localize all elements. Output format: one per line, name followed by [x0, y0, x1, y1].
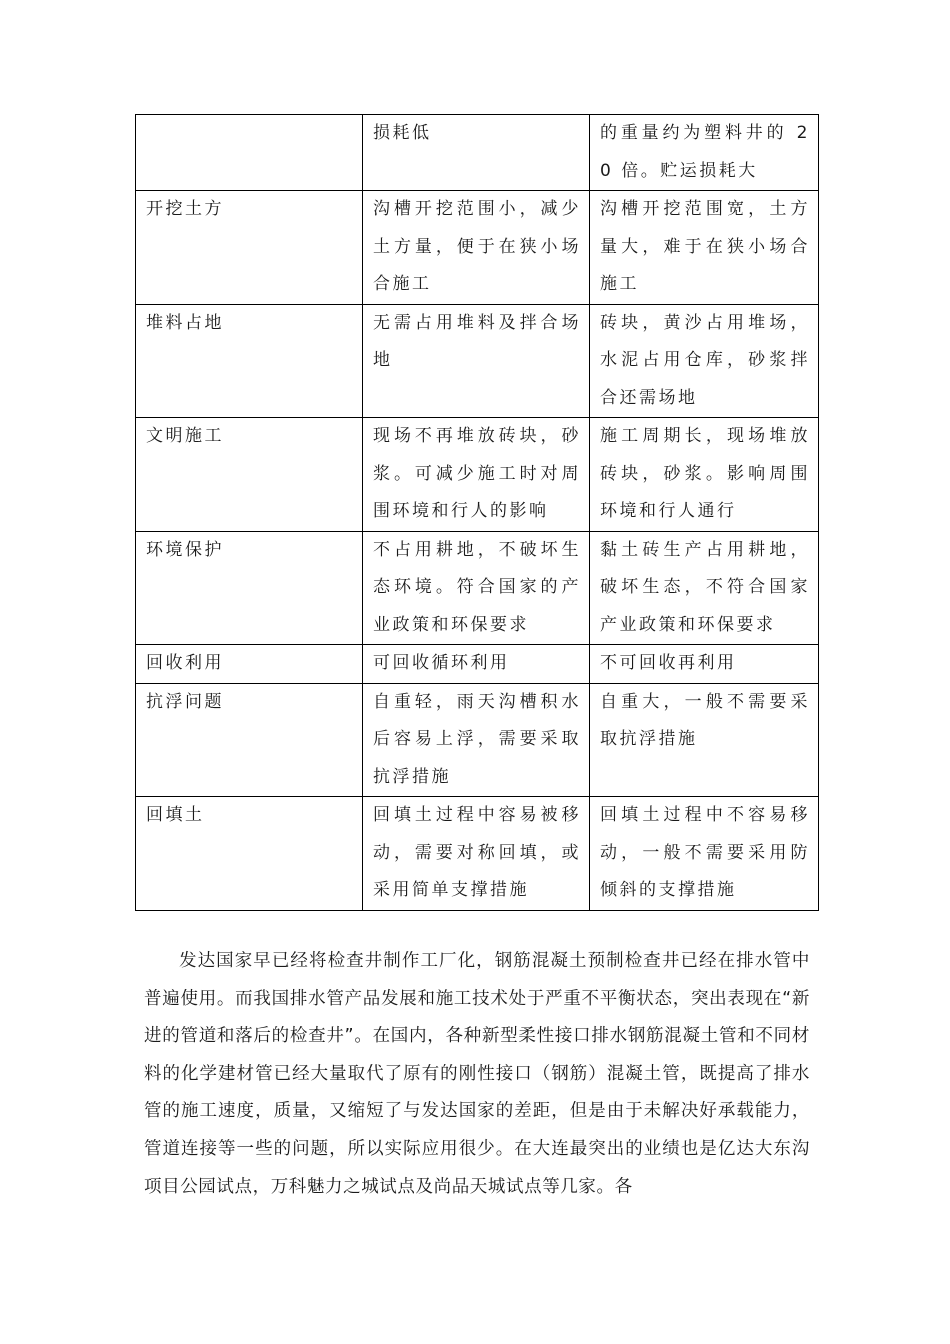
- table-row: [136, 304, 819, 418]
- table-row: [136, 191, 819, 305]
- table-row: [136, 645, 819, 684]
- row-label-cell: 文明施工: [136, 418, 363, 532]
- new-well-cell: 现场不再堆放砖块，砂浆。可减少施工时对周围环境和行人的影响: [363, 418, 590, 532]
- row-label-cell: 环境保护: [136, 531, 363, 645]
- new-well-cell: 不占用耕地，不破坏生态环境。符合国家的产业政策和环保要求: [363, 531, 590, 645]
- new-well-cell: 回填土过程中容易被移动，需要对称回填，或采用简单支撑措施: [363, 797, 590, 911]
- new-well-cell: 损耗低: [363, 115, 590, 191]
- row-label-cell: 堆料占地: [136, 304, 363, 418]
- new-well-cell: 可回收循环利用: [363, 645, 590, 684]
- brick-well-cell: 不可回收再利用: [590, 645, 819, 684]
- new-well-cell: 自重轻，雨天沟槽积水后容易上浮，需要采取抗浮措施: [363, 683, 590, 797]
- table-row: [136, 797, 819, 911]
- row-label-cell: 回填土: [136, 797, 363, 911]
- brick-well-cell: 砖块，黄沙占用堆场，水泥占用仓库，砂浆拌合还需场地: [590, 304, 819, 418]
- row-label-cell: [136, 115, 363, 191]
- new-well-cell: 沟槽开挖范围小，减少土方量，便于在狭小场合施工: [363, 191, 590, 305]
- row-label-cell: 开挖土方: [136, 191, 363, 305]
- table-row: [136, 115, 819, 191]
- table-row: [136, 531, 819, 645]
- table-row: [136, 418, 819, 532]
- brick-well-cell: 施工周期长，现场堆放砖块，砂浆。影响周围环境和行人通行: [590, 418, 819, 532]
- row-label-cell: 回收利用: [136, 645, 363, 684]
- brick-well-cell: 的重量约为塑料井的 20 倍。贮运损耗大: [590, 115, 819, 191]
- brick-well-cell: 回填土过程中不容易移动，一般不需要采用防倾斜的支撑措施: [590, 797, 819, 911]
- brick-well-cell: 自重大，一般不需要采取抗浮措施: [590, 683, 819, 797]
- row-label-cell: 抗浮问题: [136, 683, 363, 797]
- brick-well-cell: 黏土砖生产占用耕地，破坏生态，不符合国家产业政策和环保要求: [590, 531, 819, 645]
- new-well-cell: 无需占用堆料及拌合场地: [363, 304, 590, 418]
- comparison-table: [135, 114, 819, 911]
- brick-well-cell: 沟槽开挖范围宽，土方量大，难于在狭小场合施工: [590, 191, 819, 305]
- table-row: [136, 683, 819, 797]
- body-paragraph: 发达国家早已经将检查井制作工厂化，钢筋混凝土预制检查井已经在排水管中普遍使用。而我国排水管产品发展和施工技术处于严重不平衡状态，突出表现在“新进的管道和落后的检查井”。在国内，各种新型柔性接口排水钢筋混凝土管和不同材料的化学建材管已经大量取代了原有的刚性接口（钢筋）混凝土管，既提高了排水管的施工速度，质量，又缩短了与发达国家的差距，但是由于未解决好承载能力，管道连接等一些的问题，所以实际应用很少。在大连最突出的业绩也是亿达大东沟项目公园试点，万科魅力之城试点及尚品天城试点等几家。各: [144, 951, 810, 1197]
